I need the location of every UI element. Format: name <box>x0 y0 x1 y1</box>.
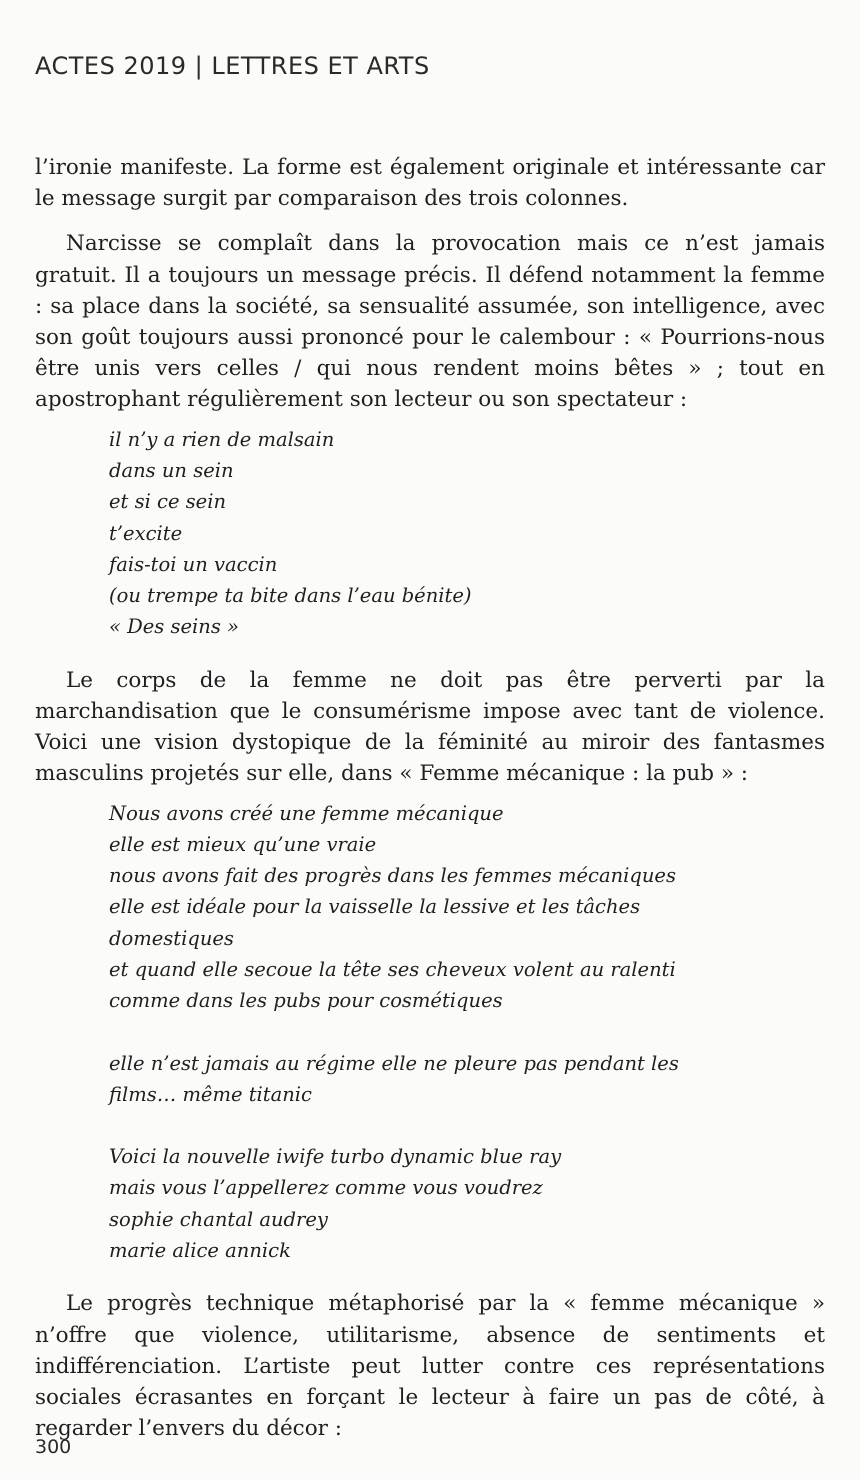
poem-line: mais vous l’appellerez comme vous voudrez <box>109 1176 543 1200</box>
poem-stanza <box>109 798 825 1017</box>
poem-line: Voici la nouvelle iwife turbo dynamic blue ray <box>109 1145 562 1169</box>
poem-des-seins <box>109 424 825 643</box>
poem-line: Nous avons créé une femme mécanique <box>109 801 504 825</box>
poem-stanza <box>109 1048 825 1111</box>
poem-line: et si ce sein <box>109 490 227 514</box>
poem-line: sophie chantal audrey <box>109 1207 328 1231</box>
poem-line: t’excite <box>109 521 183 545</box>
poem-line: nous avons fait des progrès dans les femmes mécaniques <box>109 864 676 888</box>
page-number: 300 <box>35 1436 72 1458</box>
poem-stanza <box>109 424 825 643</box>
poem-line: marie alice annick <box>109 1239 291 1263</box>
poem-femme-mecanique <box>109 798 825 1267</box>
paragraph-narcisse: Narcisse se complaît dans la provocation mais ce n’est jamais gratuit. Il a toujours un message précis. Il défend notamment la femme : sa place dans la société, sa sensualité assumée, son intelligence, avec son goût toujours aussi prononcé pour le calembour : « Pourrions-nous être unis vers celles / qui nous rendent moins bêtes » ; tout en apostrophant régulièrement son lecteur ou son spectateur : <box>35 231 825 413</box>
running-header: ACTES 2019 | LETTRES ET ARTS <box>35 52 430 80</box>
poem-stanza <box>109 1141 825 1266</box>
poem-line: fais-toi un vaccin <box>109 552 278 576</box>
paragraph-progres-technique: Le progrès technique métaphorisé par la « femme mécanique » n’offre que violence, utilitarisme, absence de sentiments et indifférenciation. L’artiste peut lutter contre ces représentations sociales écrasantes en forçant le lecteur à faire un pas de côté, à regarder l’envers du décor : <box>35 1291 825 1442</box>
paragraph-intro-continuation: l’ironie manifeste. La forme est également originale et intéressante car le message surgit par comparaison des trois colonnes. <box>35 155 825 212</box>
poem-line: films… même titanic <box>109 1082 312 1106</box>
poem-line: elle est mieux qu’une vraie <box>109 832 377 856</box>
poem-line: domestiques <box>109 926 234 950</box>
paragraph-corps-femme: Le corps de la femme ne doit pas être perverti par la marchandisation que le consumérisme impose avec tant de violence. Voici une vision dystopique de la féminité au miroir des fantasmes masculins projetés sur elle, dans « Femme mécanique : la pub » : <box>35 667 825 787</box>
poem-line: elle est idéale pour la vaisselle la lessive et les tâches <box>109 895 641 919</box>
page-body <box>35 152 825 1444</box>
poem-line: dans un sein <box>109 458 234 482</box>
poem-line: elle n’est jamais au régime elle ne pleure pas pendant les <box>109 1051 679 1075</box>
poem-line: comme dans les pubs pour cosmétiques <box>109 989 503 1013</box>
poem-line: et quand elle secoue la tête ses cheveux volent au ralenti <box>109 958 676 981</box>
poem-line: il n’y a rien de malsain <box>109 427 335 451</box>
poem-title-line: « Des seins » <box>109 615 239 639</box>
poem-line: (ou trempe ta bite dans l’eau bénite) <box>109 584 472 608</box>
